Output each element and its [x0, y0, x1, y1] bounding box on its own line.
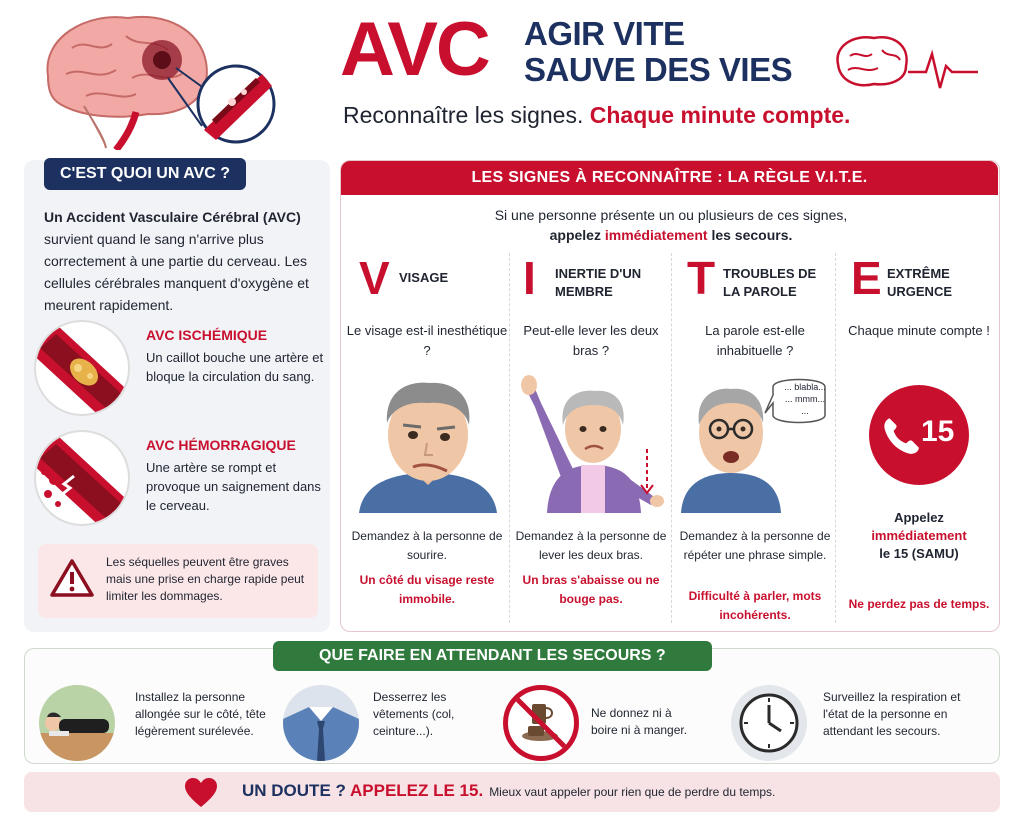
phone-icon	[881, 409, 923, 461]
ischemic-stroke-item	[34, 320, 324, 420]
brain-with-artery-illustration	[36, 8, 276, 150]
ischemic-stroke-title: AVC ISCHÉMIQUE	[146, 327, 268, 343]
warning-text: Les séquelles peuvent être graves mais une prise en charge rapide peut limiter les dommages.	[106, 555, 305, 603]
sign-column-urgence	[837, 253, 1001, 623]
call-line-2: immédiatement	[871, 528, 967, 543]
waiting-action-no-food	[503, 685, 703, 761]
waiting-action-monitor	[731, 685, 991, 761]
sign-title-visage: VISAGE	[399, 270, 449, 285]
sign-instruction-inertie: Demandez à la personne de lever les deux bras.	[515, 529, 667, 562]
sign-letter-i: I	[523, 252, 536, 304]
what-is-avc-heading: C'EST QUOI UN AVC ?	[44, 158, 246, 190]
sign-letter-t: T	[687, 252, 716, 304]
waiting-action-clothes	[283, 685, 483, 761]
emergency-call-text	[837, 509, 1001, 563]
footer-doubt: UN DOUTE ?	[242, 781, 350, 800]
what-is-avc-intro	[44, 206, 322, 316]
emergency-call-badge	[869, 385, 969, 485]
ischemic-stroke-description: Un caillot bouche une artère et bloque la circulation du sang.	[146, 350, 324, 384]
footer-text	[242, 781, 775, 801]
signs-intro-immediately: immédiatement	[604, 227, 708, 243]
sign-title-inertie: INERTIE D'UN MEMBRE	[555, 266, 642, 299]
vite-signs-panel	[340, 160, 1000, 632]
waiting-action-position	[39, 685, 279, 761]
arm-drift-illustration	[517, 373, 667, 513]
sign-letter-v: V	[359, 252, 390, 304]
sign-column-troubles	[673, 253, 837, 623]
sign-letter-e: E	[851, 252, 882, 304]
footer-advice: Mieux vaut appeler pour rien que de perdre du temps.	[489, 785, 776, 799]
signs-intro-line-2	[421, 225, 921, 245]
sign-instruction-troubles: Demandez à la personne de répéter une phrase simple.	[679, 529, 831, 562]
subtitle	[343, 102, 850, 129]
sign-column-inertie	[509, 253, 673, 623]
intro-rest: survient quand le sang n'arrive plus correctement à une partie du cerveau. Les cellules cérébrales manquent d'oxygène et meurent rapidement.	[44, 231, 309, 313]
warning-icon	[50, 558, 94, 598]
sign-question-visage: Le visage est-il inesthétique ?	[346, 323, 508, 358]
sign-result-inertie: Un bras s'abaisse ou ne bouge pas.	[522, 573, 660, 606]
brain-heartbeat-icon	[830, 32, 980, 92]
column-divider	[671, 253, 672, 623]
waiting-action-clothes-text: Desserrez les vêtements (col, ceinture...).	[373, 690, 455, 738]
ruptured-artery-icon	[34, 430, 130, 526]
no-food-drink-icon	[503, 685, 579, 761]
intro-bold: Un Accident Vasculaire Cérébral (AVC)	[44, 209, 301, 225]
tagline	[524, 16, 792, 88]
warning-box	[38, 544, 318, 618]
waiting-action-no-food-text: Ne donnez ni à boire ni à manger.	[591, 706, 688, 737]
emergency-number: 15	[921, 415, 955, 448]
page-title: AVC	[340, 7, 489, 92]
hemorrhagic-stroke-item	[34, 430, 324, 530]
heart-icon	[184, 778, 218, 808]
loosen-clothes-icon	[283, 685, 359, 761]
footer-call-15: APPELEZ LE 15.	[349, 781, 484, 800]
sign-title-troubles: TROUBLES DE LA PAROLE	[723, 266, 817, 299]
sign-title-urgence: EXTRÊME URGENCE	[887, 266, 953, 299]
hemorrhagic-stroke-text-block	[146, 436, 326, 515]
speech-line-1: ... blabla...	[784, 382, 826, 392]
speech-line-2: ... mmm...	[785, 394, 825, 404]
waiting-actions-heading: QUE FAIRE EN ATTENDANT LES SECOURS ?	[273, 641, 712, 671]
tagline-line-1: AGIR VITE	[524, 15, 685, 52]
hemorrhagic-stroke-title: AVC HÉMORRAGIQUE	[146, 437, 296, 453]
subtitle-part-2: Chaque minute compte.	[589, 102, 851, 128]
sign-question-inertie: Peut-elle lever les deux bras ?	[523, 323, 659, 358]
sign-result-urgence: Ne perdez pas de temps.	[848, 597, 990, 611]
ischemic-stroke-text-block	[146, 326, 326, 386]
vite-signs-intro	[421, 205, 921, 245]
speech-line-3: ...	[801, 406, 809, 416]
sign-question-troubles: La parole est-elle inhabituelle ?	[705, 323, 805, 358]
drooping-face-illustration	[353, 373, 503, 513]
waiting-action-position-text: Installez la personne allongée sur le côté, tête légèrement surélevée.	[135, 690, 266, 738]
header	[0, 0, 1024, 150]
hemorrhagic-stroke-description: Une artère se rompt et provoque un saignement dans le cerveau.	[146, 460, 321, 513]
column-divider	[835, 253, 836, 623]
sign-result-troubles: Difficulté à parler, mots incohérents.	[688, 589, 822, 622]
call-line-1: Appelez	[894, 510, 944, 525]
sign-column-visage	[345, 253, 509, 623]
sign-instruction-visage: Demandez à la personne de sourire.	[351, 529, 503, 562]
footer-banner	[24, 772, 1000, 812]
signs-intro-call: appelez	[549, 227, 605, 243]
recovery-position-icon	[39, 685, 115, 761]
call-line-3: le 15 (SAMU)	[879, 546, 959, 561]
what-is-avc-panel	[24, 160, 330, 632]
tagline-line-2: SAUVE DES VIES	[524, 51, 793, 88]
clock-icon	[731, 685, 807, 761]
waiting-actions-panel	[24, 648, 1000, 764]
signs-intro-line-1: Si une personne présente un ou plusieurs de ces signes,	[494, 207, 848, 223]
speech-bubble-text	[775, 381, 835, 417]
vite-signs-heading: LES SIGNES À RECONNAÎTRE : LA RÈGLE V.I.T.E.	[341, 161, 998, 195]
subtitle-part-1: Reconnaître les signes.	[343, 102, 584, 128]
sign-result-visage: Un côté du visage reste immobile.	[359, 573, 495, 606]
waiting-action-monitor-text: Surveillez la respiration et l'état de la personne en attendant les secours.	[823, 690, 961, 738]
signs-intro-rescue: les secours.	[707, 227, 793, 243]
sign-question-urgence: Chaque minute compte !	[848, 323, 990, 338]
clot-artery-icon	[34, 320, 130, 416]
